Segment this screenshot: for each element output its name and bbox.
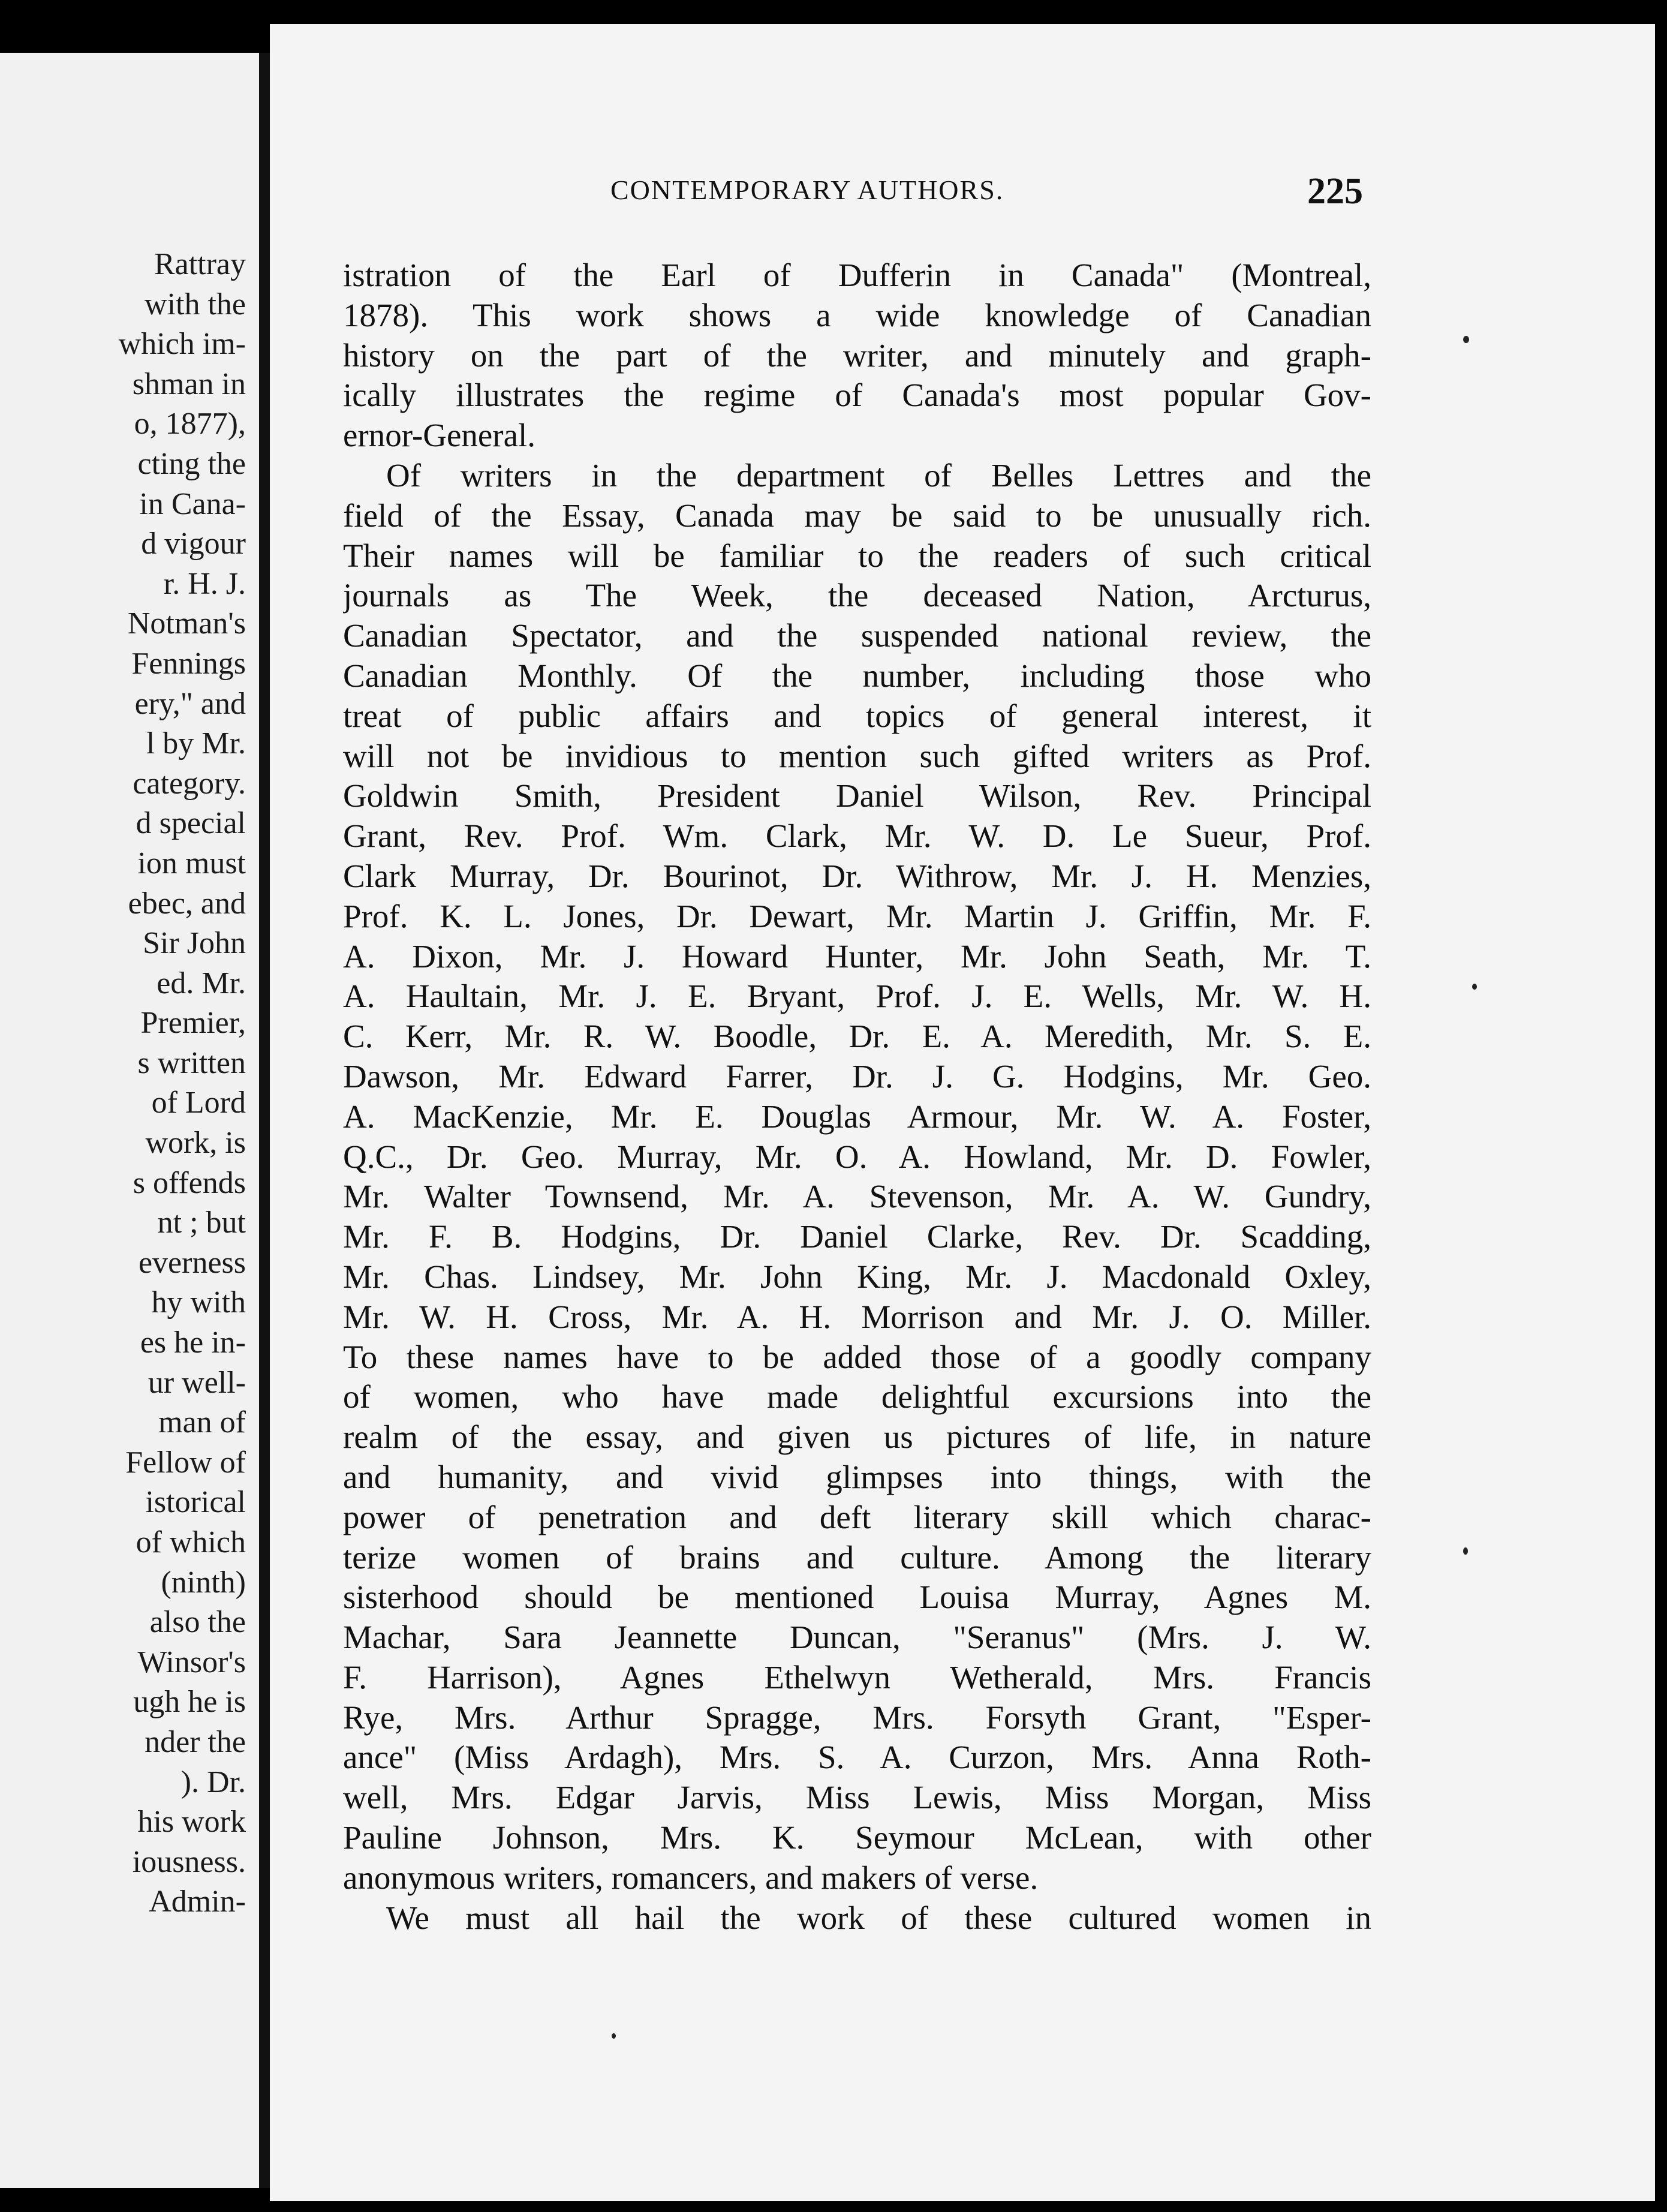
left-column-line: es he in-	[140, 1326, 246, 1360]
print-speck	[1463, 336, 1469, 343]
text-line: Canadian Monthly. Of the number, including those who	[343, 657, 1371, 694]
left-column-line: which im-	[118, 327, 246, 362]
text-line: Clark Murray, Dr. Bourinot, Dr. Withrow, Mr. J. H. Menzies,	[343, 857, 1371, 894]
left-column-line: Sir John	[143, 926, 246, 961]
text-line: of women, who have made delightful excursions into the	[343, 1378, 1371, 1415]
text-line: Of writers in the department of Belles Lettres and the	[386, 456, 1371, 494]
left-column-line: with the	[145, 287, 246, 321]
text-line: Mr. Walter Townsend, Mr. A. Stevenson, Mr. A. W. Gundry,	[343, 1178, 1371, 1215]
text-line: Q.C., Dr. Geo. Murray, Mr. O. A. Howland, Mr. D. Fowler,	[343, 1138, 1371, 1175]
left-column-line: ery," and	[134, 686, 246, 721]
print-speck	[1472, 984, 1477, 990]
text-line: Mr. Chas. Lindsey, Mr. John King, Mr. J. Macdonald Oxley,	[343, 1258, 1371, 1295]
text-line: istration of the Earl of Dufferin in Canada" (Montreal,	[343, 257, 1371, 293]
text-line: realm of the essay, and given us pictures of life, in nature	[343, 1418, 1371, 1456]
text-line: power of penetration and deft literary skill which charac-	[343, 1498, 1371, 1535]
body-text	[343, 256, 1371, 1938]
left-column-line: (ninth)	[161, 1565, 246, 1600]
text-line: ance" (Miss Ardagh), Mrs. S. A. Curzon, Mrs. Anna Roth-	[343, 1739, 1371, 1776]
left-column-line: nt ; but	[157, 1206, 246, 1240]
text-line: field of the Essay, Canada may be said to be unusually rich.	[343, 497, 1371, 534]
text-line: Pauline Johnson, Mrs. K. Seymour McLean, with other	[343, 1819, 1371, 1856]
left-column-line: his work	[137, 1805, 246, 1840]
text-line: Machar, Sara Jeannette Duncan, "Seranus" (Mrs. J. W.	[343, 1619, 1371, 1656]
running-title: CONTEMPORARY AUTHORS.	[610, 175, 1004, 205]
left-column-line: Admin-	[149, 1885, 246, 1919]
text-line: history on the part of the writer, and minutely and graph-	[343, 336, 1371, 374]
left-column-line: work, is	[145, 1126, 246, 1161]
print-speck	[612, 2033, 616, 2039]
left-column-line: s offends	[133, 1165, 246, 1200]
left-column-line: ). Dr.	[180, 1765, 246, 1799]
text-line: well, Mrs. Edgar Jarvis, Miss Lewis, Miss Morgan, Miss	[343, 1779, 1371, 1816]
left-column-line: Winsor's	[137, 1645, 246, 1679]
text-line: sisterhood should be mentioned Louisa Murray, Agnes M.	[343, 1579, 1371, 1616]
left-column-line: Premier,	[140, 1006, 246, 1041]
left-column-line: of Lord	[151, 1086, 246, 1120]
left-column-line: ed. Mr.	[157, 966, 246, 1000]
left-column-line: ebec, and	[128, 886, 246, 921]
left-column-line: iousness.	[132, 1844, 246, 1879]
left-column-line: d special	[136, 806, 246, 841]
text-line: A. Haultain, Mr. J. E. Bryant, Prof. J. E. Wells, Mr. W. H.	[343, 978, 1371, 1015]
left-column-line: shman in	[132, 366, 246, 401]
text-line: We must all hail the work of these cultured women in	[386, 1899, 1371, 1936]
left-column-line: Fennings	[131, 646, 246, 681]
right-page	[270, 24, 1655, 2201]
text-line: Mr. W. H. Cross, Mr. A. H. Morrison and Mr. J. O. Miller.	[343, 1298, 1371, 1335]
text-line: Canadian Spectator, and the suspended national review, the	[343, 617, 1371, 654]
left-column-line: d vigour	[141, 527, 246, 561]
text-line: Rye, Mrs. Arthur Spragge, Mrs. Forsyth Grant, "Esper-	[343, 1699, 1371, 1736]
left-column-line: r. H. J.	[163, 566, 246, 601]
text-line: ernor-General.	[343, 417, 536, 454]
book-gutter	[259, 53, 270, 2188]
left-column-line: also the	[149, 1605, 246, 1640]
text-line: treat of public affairs and topics of general interest, it	[343, 697, 1371, 734]
text-line: and humanity, and vivid glimpses into things, with the	[343, 1458, 1371, 1495]
left-column-line: ugh he is	[133, 1685, 246, 1720]
left-column-line: everness	[138, 1245, 246, 1280]
left-column-line: in Cana-	[139, 486, 246, 521]
text-line: Dawson, Mr. Edward Farrer, Dr. J. G. Hodgins, Mr. Geo.	[343, 1057, 1371, 1095]
left-column-line: ur well-	[148, 1365, 246, 1400]
text-line: A. MacKenzie, Mr. E. Douglas Armour, Mr. W. A. Foster,	[343, 1098, 1371, 1135]
text-line: anonymous writers, romancers, and makers of verse.	[343, 1859, 1039, 1896]
left-column-line: cting the	[137, 446, 246, 481]
left-column-line: istorical	[145, 1485, 246, 1520]
text-line: will not be invidious to mention such gifted writers as Prof.	[343, 737, 1371, 774]
print-speck	[1463, 1547, 1468, 1555]
left-column-line: Rattray	[154, 247, 246, 281]
page-header	[270, 171, 1655, 222]
text-line: C. Kerr, Mr. R. W. Boodle, Dr. E. A. Meredith, Mr. S. E.	[343, 1018, 1371, 1055]
text-line: journals as The Week, the deceased Nation, Arcturus,	[343, 577, 1371, 614]
text-line: Mr. F. B. Hodgins, Dr. Daniel Clarke, Rev. Dr. Scadding,	[343, 1218, 1371, 1255]
text-line: Prof. K. L. Jones, Dr. Dewart, Mr. Martin J. Griffin, Mr. F.	[343, 897, 1371, 934]
left-column-line: man of	[158, 1405, 246, 1440]
text-line: Their names will be familiar to the readers of such critical	[343, 537, 1371, 574]
left-column-line: o, 1877),	[134, 407, 246, 441]
text-line: Goldwin Smith, President Daniel Wilson, Rev. Principal	[343, 777, 1371, 815]
text-line: A. Dixon, Mr. J. Howard Hunter, Mr. John Seath, Mr. T.	[343, 937, 1371, 975]
text-line: terize women of brains and culture. Among the literary	[343, 1538, 1371, 1576]
text-line: ically illustrates the regime of Canada's most popular Gov-	[343, 377, 1371, 414]
left-column-line: s written	[137, 1045, 246, 1080]
left-page-fragment	[0, 53, 259, 2188]
left-column-line: of which	[136, 1525, 246, 1559]
left-column-line: nder the	[145, 1724, 246, 1759]
left-column-line: hy with	[151, 1285, 246, 1320]
left-column-line: Fellow of	[125, 1445, 246, 1480]
text-line: To these names have to be added those of a goodly company	[343, 1338, 1371, 1375]
text-line: F. Harrison), Agnes Ethelwyn Wetherald, Mrs. Francis	[343, 1658, 1371, 1696]
left-column-line: category.	[133, 766, 246, 801]
left-column-line: Notman's	[127, 606, 246, 641]
left-column-line: ion must	[137, 846, 246, 880]
text-line: Grant, Rev. Prof. Wm. Clark, Mr. W. D. Le Sueur, Prof.	[343, 818, 1371, 855]
text-line: 1878). This work shows a wide knowledge of Canadian	[343, 296, 1371, 333]
page-number: 225	[1307, 171, 1363, 212]
left-column-line: l by Mr.	[146, 726, 246, 761]
left-column-text	[0, 245, 246, 1922]
